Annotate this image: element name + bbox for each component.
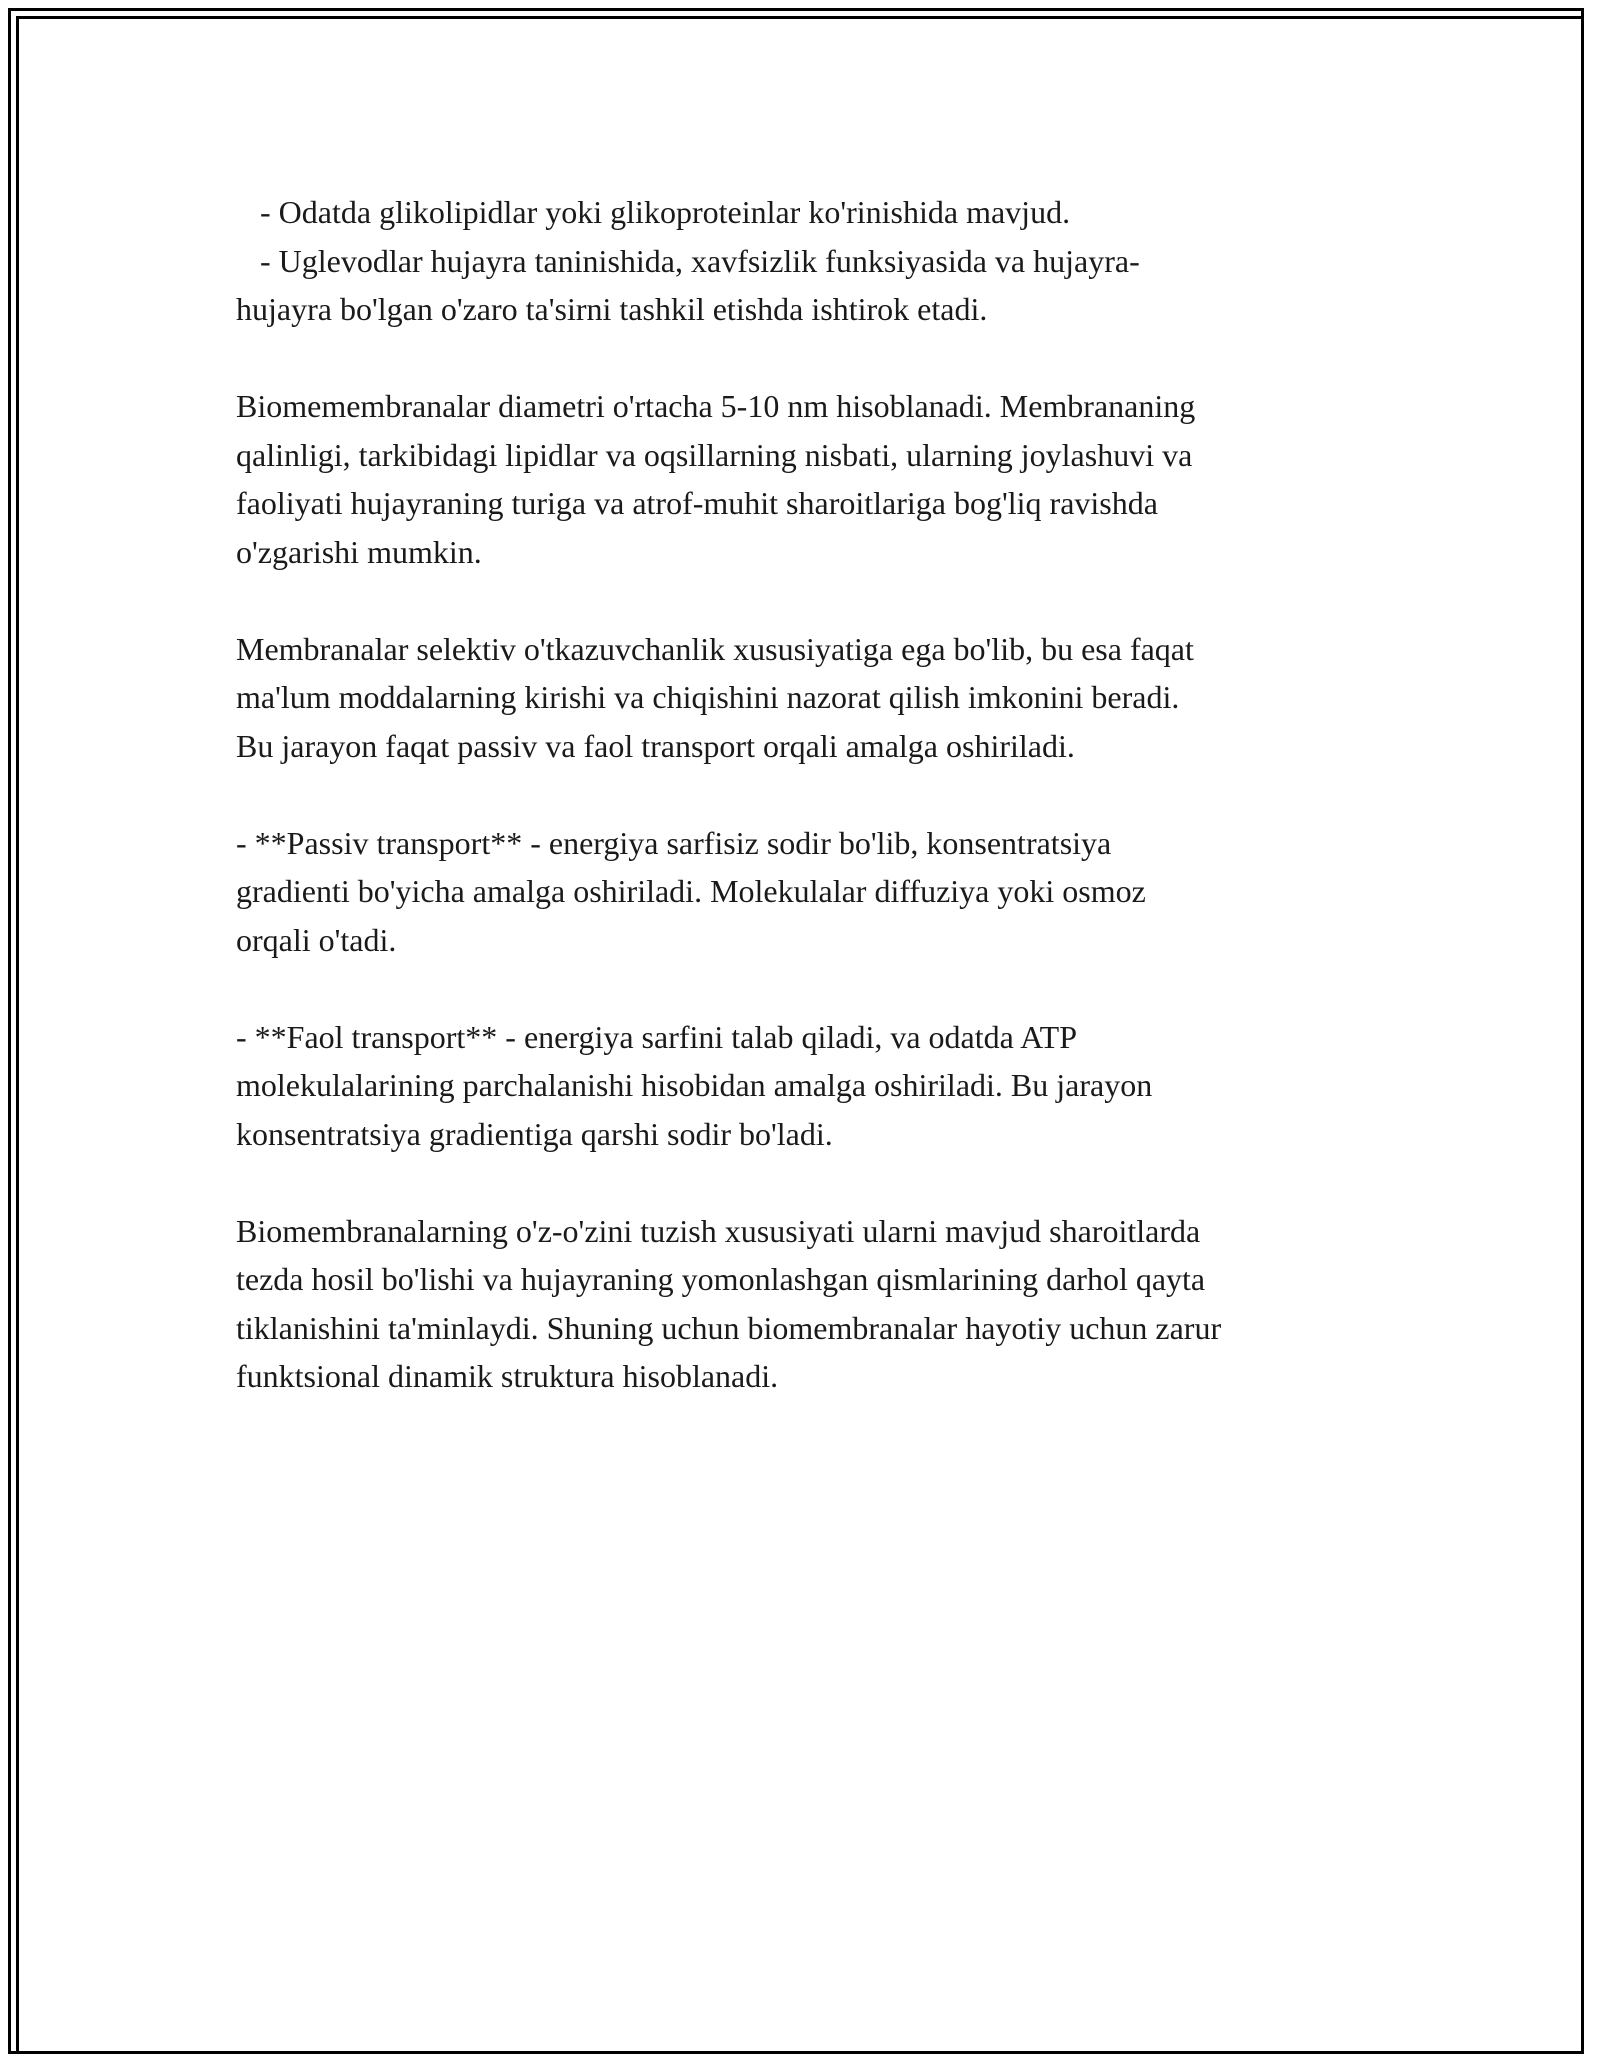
text-line: - **Faol transport** - energiya sarfini talab qiladi, va odatda ATP [236,1018,1077,1055]
text-line: - Uglevodlar hujayra taninishida, xavfsizlik funksiyasida va hujayra- [236,242,1140,279]
text-line: orqali o'tadi. [236,921,397,958]
paragraph-membrane-thickness [236,382,1386,576]
text-line: molekulalarining parchalanishi hisobidan amalga oshiriladi. Bu jarayon [236,1067,1153,1103]
text-line: - Odatda glikolipidlar yoki glikoproteinlar ko'rinishida mavjud. [236,194,1071,230]
text-line: konsentratsiya gradientiga qarshi sodir bo'ladi. [236,1115,833,1152]
text-line: qalinligi, tarkibidagi lipidlar va oqsillarning nisbati, ularning joylashuvi va [236,436,1193,473]
paragraph-glycolipids [236,188,1386,334]
paragraph-selective-permeability [236,625,1386,771]
paragraph-passive-transport [236,819,1386,965]
document-body [236,188,1386,1401]
text-line: Membranalar selektiv o'tkazuvchanlik xususiyatiga ega bo'lib, bu esa faqat [236,630,1194,667]
text-line: faoliyati hujayraning turiga va atrof-muhit sharoitlariga bog'liq ravishda [236,485,1158,521]
text-line: funktsional dinamik struktura hisoblanadi. [236,1358,779,1394]
text-line: tiklanishini ta'minlaydi. Shuning uchun biomembranalar hayotiy uchun zarur [236,1309,1222,1346]
text-line: ma'lum moddalarning kirishi va chiqishini nazorat qilish imkonini beradi. [236,679,1180,715]
text-line: - **Passiv transport** - energiya sarfisiz sodir bo'lib, konsentratsiya [236,824,1112,861]
text-line: Bu jarayon faqat passiv va faol transport orqali amalga oshiriladi. [236,727,1075,764]
text-line: gradienti bo'yicha amalga oshiriladi. Molekulalar diffuziya yoki osmoz [236,873,1146,909]
paragraph-self-assembly [236,1207,1386,1401]
text-line: tezda hosil bo'lishi va hujayraning yomonlashgan qismlarining darhol qayta [236,1261,1206,1297]
text-line: o'zgarishi mumkin. [236,533,482,570]
text-line: Biomembranalarning o'z-o'zini tuzish xususiyati ularni mavjud sharoitlarda [236,1212,1201,1249]
text-line: Biomemembranalar diametri o'rtacha 5-10 nm hisoblanadi. Membrananing [236,388,1196,424]
text-line: hujayra bo'lgan o'zaro ta'sirni tashkil etishda ishtirok etadi. [236,291,988,327]
paragraph-active-transport [236,1013,1386,1159]
